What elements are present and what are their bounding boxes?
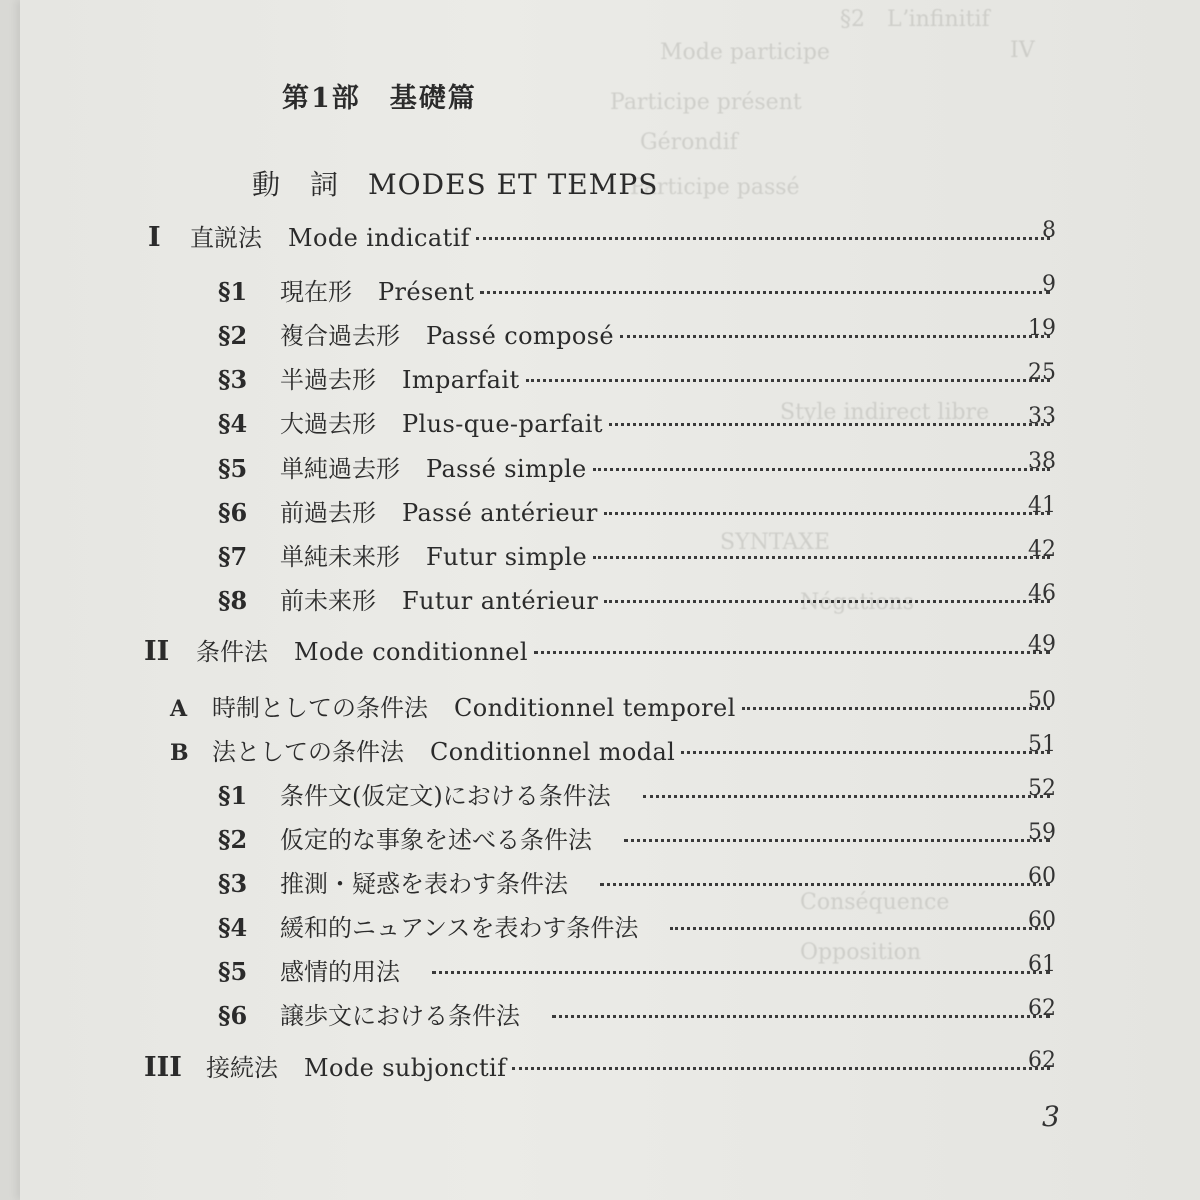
toc-entry[interactable]: [218, 272, 1056, 307]
entry-french-title: Passé simple: [426, 455, 587, 483]
entry-japanese-title: 半過去形: [280, 366, 376, 394]
show-through-text: Participe présent: [610, 90, 802, 115]
entry-number: §2: [218, 825, 248, 854]
entry-page-number: 59: [1028, 820, 1056, 845]
entry-page-number: 49: [1028, 632, 1056, 657]
entry-page-number: 33: [1028, 404, 1056, 429]
entry-page-number: 62: [1028, 1048, 1056, 1073]
entry-number: §1: [218, 781, 248, 810]
entry-japanese-title: 接続法: [206, 1054, 278, 1082]
entry-number: §4: [218, 409, 248, 438]
toc-entry[interactable]: [218, 404, 1056, 439]
entry-number: §1: [218, 277, 248, 306]
entry-page-number: 25: [1028, 360, 1056, 385]
show-through-text: IV: [1010, 38, 1035, 63]
part-title: 第1部 基礎篇: [282, 83, 477, 114]
leader-dots: [643, 795, 1050, 798]
toc-entry[interactable]: [218, 493, 1056, 528]
toc-entry[interactable]: [148, 218, 1056, 253]
toc-entry[interactable]: [218, 996, 1056, 1031]
entry-japanese-title: 単純未来形: [280, 543, 400, 571]
show-through-text: Gérondif: [640, 130, 738, 155]
leader-dots: [681, 751, 1050, 754]
entry-japanese-title: 前未来形: [280, 587, 376, 615]
leader-dots: [593, 468, 1050, 471]
entry-japanese-title: 緩和的ニュアンスを表わす条件法: [280, 914, 639, 942]
entry-page-number: 41: [1028, 493, 1056, 518]
entry-japanese-title: 条件文(仮定文)における条件法: [280, 782, 611, 810]
leader-dots: [604, 600, 1050, 603]
entry-number: III: [144, 1052, 182, 1083]
leader-dots: [512, 1067, 1050, 1070]
entry-number: A: [170, 696, 188, 722]
entry-japanese-title: 条件法: [196, 638, 268, 666]
entry-page-number: 46: [1028, 581, 1056, 606]
leader-dots: [600, 883, 1050, 886]
leader-dots: [624, 839, 1050, 842]
leader-dots: [742, 707, 1050, 710]
entry-french-title: Présent: [378, 278, 475, 306]
show-through-text: Participe passé: [630, 175, 800, 200]
entry-japanese-title: 推測・疑惑を表わす条件法: [280, 870, 568, 898]
entry-french-title: Plus-que-parfait: [402, 410, 603, 438]
entry-page-number: 42: [1028, 537, 1056, 562]
toc-entry[interactable]: [218, 864, 1056, 899]
book-page: [20, 0, 1200, 1200]
leader-dots: [670, 927, 1050, 930]
entry-page-number: 60: [1028, 908, 1056, 933]
entry-japanese-title: 現在形: [280, 278, 352, 306]
entry-french-title: Conditionnel modal: [430, 738, 676, 766]
toc-entry[interactable]: [170, 688, 1056, 723]
toc-entry[interactable]: [218, 820, 1056, 855]
entry-number: §7: [218, 542, 248, 571]
show-through-text: Opposition: [800, 940, 922, 965]
entry-page-number: 8: [1042, 218, 1056, 243]
show-through-text: Style indirect libre: [780, 400, 990, 425]
toc-entry[interactable]: [218, 581, 1056, 616]
entry-japanese-title: 譲歩文における条件法: [280, 1002, 520, 1030]
entry-number: §6: [218, 498, 248, 527]
show-through-text: §2 Lʼinfinitif: [840, 7, 990, 32]
entry-number: II: [144, 636, 170, 667]
entry-page-number: 60: [1028, 864, 1056, 889]
entry-japanese-title: 前過去形: [280, 499, 376, 527]
entry-japanese-title: 複合過去形: [280, 322, 400, 350]
entry-page-number: 38: [1028, 449, 1056, 474]
toc-entry[interactable]: [218, 449, 1056, 484]
entry-number: §3: [218, 869, 248, 898]
entry-japanese-title: 単純過去形: [280, 455, 400, 483]
entry-number: I: [148, 222, 161, 253]
entry-page-number: 51: [1028, 732, 1056, 757]
entry-french-title: Imparfait: [402, 366, 520, 394]
entry-french-title: Mode subjonctif: [304, 1054, 507, 1082]
leader-dots: [552, 1015, 1050, 1018]
section-title: 動 詞 MODES ET TEMPS: [252, 168, 659, 201]
entry-japanese-title: 直説法: [190, 224, 262, 252]
toc-entry[interactable]: [218, 776, 1056, 811]
entry-japanese-title: 法としての条件法: [212, 738, 404, 766]
entry-japanese-title: 大過去形: [280, 410, 376, 438]
leader-dots: [476, 237, 1050, 240]
entry-french-title: Passé composé: [426, 322, 615, 350]
leader-dots: [526, 379, 1051, 382]
entry-page-number: 52: [1028, 776, 1056, 801]
leader-dots: [593, 556, 1050, 559]
page-number: 3: [1042, 1100, 1060, 1133]
entry-page-number: 50: [1028, 688, 1056, 713]
toc-entry[interactable]: [144, 632, 1056, 667]
entry-french-title: Mode indicatif: [288, 224, 470, 252]
entry-number: §5: [218, 957, 248, 986]
entry-page-number: 61: [1028, 952, 1056, 977]
entry-japanese-title: 時制としての条件法: [212, 694, 428, 722]
entry-french-title: Mode conditionnel: [294, 638, 528, 666]
entry-number: §2: [218, 321, 248, 350]
entry-number: §4: [218, 913, 248, 942]
leader-dots: [432, 971, 1050, 974]
leader-dots: [609, 423, 1050, 426]
show-through-text: SYNTAXE: [720, 530, 830, 555]
leader-dots: [534, 651, 1050, 654]
entry-number: §8: [218, 586, 248, 615]
entry-french-title: Futur simple: [426, 543, 588, 571]
entry-number: §3: [218, 365, 248, 394]
entry-number: §6: [218, 1001, 248, 1030]
toc-entry[interactable]: [144, 1048, 1056, 1083]
entry-page-number: 62: [1028, 996, 1056, 1021]
show-through-text: Mode participe: [660, 40, 830, 65]
toc-entry[interactable]: [218, 316, 1056, 351]
entry-french-title: Conditionnel temporel: [454, 694, 736, 722]
entry-french-title: Passé antérieur: [402, 499, 598, 527]
toc-entry[interactable]: [218, 360, 1056, 395]
toc-entry[interactable]: [218, 908, 1056, 943]
entry-japanese-title: 仮定的な事象を述べる条件法: [280, 826, 592, 854]
leader-dots: [480, 291, 1050, 294]
entry-page-number: 9: [1042, 272, 1056, 297]
entry-number: B: [170, 740, 189, 766]
toc-entry[interactable]: [170, 732, 1056, 767]
entry-french-title: Futur antérieur: [402, 587, 599, 615]
show-through-text: Conséquence: [800, 890, 950, 915]
leader-dots: [620, 335, 1050, 338]
toc-entry[interactable]: [218, 537, 1056, 572]
show-through-text: Négations: [800, 590, 915, 615]
entry-japanese-title: 感情的用法: [280, 958, 400, 986]
toc-entry[interactable]: [218, 952, 1056, 987]
entry-number: §5: [218, 454, 248, 483]
entry-page-number: 19: [1028, 316, 1056, 341]
leader-dots: [604, 512, 1050, 515]
